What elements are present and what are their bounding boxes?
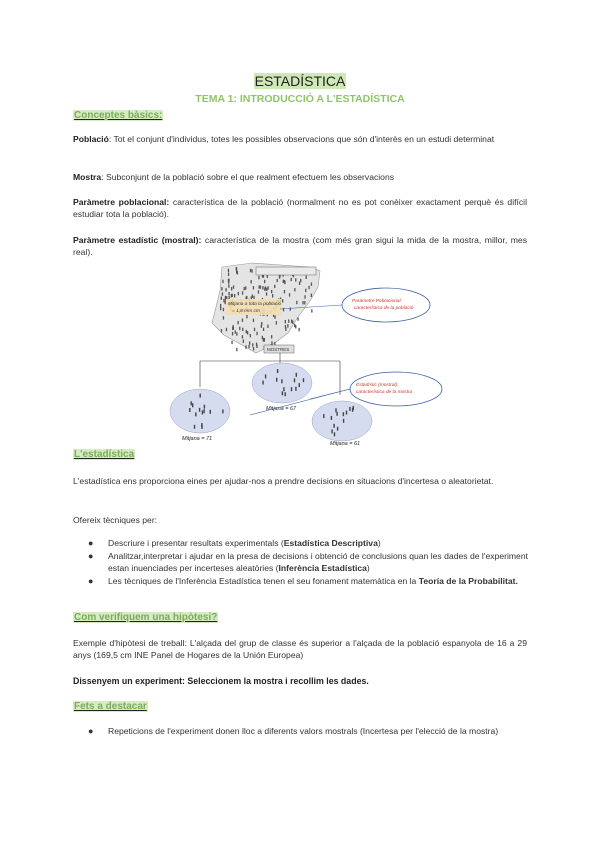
- person-figure: [242, 328, 243, 331]
- person-figure: [258, 290, 259, 293]
- sample-person: [323, 414, 324, 418]
- sample-person: [343, 412, 344, 416]
- sample-person: [202, 410, 203, 414]
- bubble-estadistic: [350, 372, 442, 406]
- person-figure: [242, 335, 243, 338]
- person-figure: [295, 278, 296, 281]
- estadistica-intro: L'estadística ens proporciona eines per ajudar-nos a prendre decisions en situacions d'incertesa o aleatorietat.: [73, 476, 494, 486]
- page-subtitle: TEMA 1: INTRODUCCIÓ A L'ESTADÍSTICA: [195, 93, 405, 105]
- mitjana-population-text-a: Mitjana a tota la població: [228, 302, 282, 307]
- sample-ellipse-3: [312, 401, 372, 441]
- sample-person: [262, 381, 263, 385]
- bubble-top-line1: Paràmetre Poblacional:: [352, 299, 402, 304]
- person-figure: [256, 343, 257, 346]
- sample-person: [204, 405, 205, 409]
- person-figure: [305, 289, 306, 292]
- person-figure: [243, 340, 244, 343]
- person-figure: [233, 325, 234, 328]
- sample3-mitjana: Mitjana = 61: [330, 441, 361, 447]
- heading-hipotesi: Com verifiquem una hipòtesi?: [74, 612, 218, 623]
- person-figure: [304, 301, 305, 304]
- person-figure: [285, 325, 286, 328]
- person-figure: [264, 280, 265, 283]
- person-figure: [232, 332, 233, 335]
- sample-person: [276, 378, 277, 382]
- person-figure: [223, 299, 224, 302]
- sample-person: [192, 403, 193, 407]
- heading-conceptes: Conceptes bàsics:: [74, 110, 163, 121]
- person-figure: [261, 325, 262, 328]
- person-figure: [252, 295, 253, 298]
- person-figure: [299, 328, 300, 331]
- person-figure: [311, 309, 312, 312]
- bullet-dot: ●: [88, 576, 94, 586]
- heading-estadistica: L'estadística: [74, 449, 135, 460]
- person-figure: [226, 328, 227, 331]
- list-item: ● Les tècniques de l'Inferència Estadística tenen el seu fonament matemàtica en la Teoría de la Probabilitat.: [88, 576, 518, 586]
- person-figure: [253, 347, 254, 350]
- person-figure: [289, 293, 290, 296]
- sample-person: [222, 409, 223, 413]
- person-figure: [228, 292, 229, 295]
- sample-person: [334, 432, 335, 436]
- person-figure: [304, 295, 305, 298]
- sample-person: [352, 408, 353, 412]
- person-figure: [283, 308, 284, 311]
- person-figure: [231, 294, 232, 297]
- person-figure: [239, 327, 240, 330]
- person-figure: [238, 321, 239, 324]
- sample-person: [201, 423, 202, 427]
- person-figure: [274, 315, 275, 318]
- person-figure: [285, 320, 286, 323]
- person-figure: [259, 285, 260, 288]
- person-figure: [242, 319, 243, 322]
- mitjana-population-text-b: = 1,8 mm cm: [232, 309, 260, 314]
- person-figure: [248, 345, 249, 348]
- sample-person: [282, 391, 283, 395]
- person-figure: [245, 286, 246, 289]
- sample-person: [203, 409, 204, 413]
- person-figure: [296, 301, 297, 304]
- person-figure: [222, 280, 223, 283]
- list-item: ● Repeticions de l'experiment donen lloc a diferents valors mostrals (Incertesa per l'elecció de la mostra): [88, 726, 499, 736]
- person-figure: [246, 296, 247, 299]
- sample-person: [200, 394, 201, 398]
- person-figure: [221, 287, 222, 290]
- bullet-dot: ●: [88, 551, 94, 561]
- bubble-top-line2: característica de la població: [354, 306, 414, 311]
- person-figure: [287, 324, 288, 327]
- page-title: ESTADÍSTICA: [254, 73, 346, 89]
- person-figure: [276, 321, 277, 324]
- person-figure: [291, 320, 292, 323]
- person-figure: [225, 301, 226, 304]
- person-figure: [306, 276, 307, 279]
- sample-person: [346, 411, 347, 415]
- sample-person: [199, 408, 200, 412]
- person-figure: [236, 270, 237, 273]
- sample-person: [296, 373, 297, 377]
- person-figure: [311, 283, 312, 286]
- sample2-mitjana: Mitjana = 67: [266, 406, 297, 412]
- person-figure: [271, 290, 272, 293]
- person-figure: [291, 278, 292, 281]
- person-figure: [250, 334, 251, 337]
- person-figure: [225, 296, 226, 299]
- definition-parametre-estadistic: Paràmetre estadístic (mostral): característica de la mostra (com més gran sigui la mida de la mostra, millor, mes real).: [73, 235, 527, 257]
- person-figure: [221, 297, 222, 300]
- person-figure: [253, 319, 254, 322]
- definition-mostra: Mostra: Subconjunt de la població sobre el que realment efectuem les observacions: [73, 172, 395, 182]
- sample-person: [349, 407, 350, 411]
- person-figure: [236, 332, 237, 335]
- person-figure: [247, 331, 248, 334]
- bubble-parametre-poblacional: [342, 288, 430, 322]
- person-figure: [250, 269, 251, 272]
- person-figure: [284, 290, 285, 293]
- sample-person: [331, 416, 332, 420]
- person-figure: [297, 317, 298, 320]
- person-figure: [271, 341, 272, 344]
- sample-person: [210, 410, 211, 414]
- person-figure: [284, 281, 285, 284]
- person-figure: [220, 307, 221, 310]
- person-figure: [223, 308, 224, 311]
- sample-person: [333, 424, 334, 428]
- person-figure: [228, 284, 229, 287]
- experiment-line: Dissenyem un experiment: Seleccionem la mostra i recollim les dades.: [73, 676, 369, 686]
- sample1-mitjana: Mitjana = 71: [182, 436, 213, 442]
- sample-person: [299, 383, 300, 387]
- person-figure: [238, 292, 239, 295]
- person-figure: [254, 328, 255, 331]
- person-figure: [246, 330, 247, 333]
- sample-person: [189, 408, 190, 412]
- person-figure: [253, 286, 254, 289]
- person-figure: [256, 332, 257, 335]
- person-figure: [288, 319, 289, 322]
- person-figure: [229, 296, 230, 299]
- person-figure: [236, 267, 237, 270]
- sample-person: [303, 378, 304, 382]
- person-figure: [299, 282, 300, 285]
- person-figure: [235, 330, 236, 333]
- list-item: ● Descriure i presentar resultats experimentals (Estadística Descriptiva): [88, 538, 381, 548]
- person-figure: [245, 345, 246, 348]
- person-figure: [249, 341, 250, 344]
- population-label-box: [256, 267, 316, 275]
- bullet-dot: ●: [88, 538, 94, 548]
- person-figure: [279, 275, 280, 278]
- person-figure: [231, 341, 232, 344]
- person-figure: [267, 286, 268, 289]
- person-figure: [264, 288, 265, 291]
- sample-person: [294, 378, 295, 382]
- person-figure: [228, 279, 229, 282]
- person-figure: [260, 285, 261, 288]
- person-figure: [266, 288, 267, 291]
- person-figure: [267, 325, 268, 328]
- person-figure: [228, 269, 229, 272]
- person-figure: [221, 329, 222, 332]
- sample-person: [283, 387, 284, 391]
- person-figure: [308, 286, 309, 289]
- person-figure: [272, 294, 273, 297]
- person-figure: [262, 286, 263, 289]
- definition-parametre-poblacional: Paràmetre poblacional: característica de la població (normalment no es pot conèixer exactament perquè és difícil estudiar tota la població).: [73, 197, 527, 219]
- list-item: ● Analitzar,interpretar i ajudar en la presa de decisions i obtenció de conclusions quan les dades de l'experiment estan inuenciades per incerteses aleatòries (Inferència Estadística): [88, 551, 528, 573]
- person-figure: [222, 292, 223, 295]
- hipotesi-example: Exemple d'hipòtesi de treball: L'alçada del grup de classe és superior a l'alçada de la població espanyola de 16 a 29 anys (169,5 cm INE Panel de Hogares de la Unión Europea): [73, 638, 527, 660]
- person-figure: [233, 285, 234, 288]
- heading-fets: Fets a destacar: [74, 701, 147, 712]
- sample-person: [331, 429, 332, 433]
- person-figure: [266, 292, 267, 295]
- person-figure: [263, 328, 264, 331]
- person-figure: [242, 291, 243, 294]
- sample-person: [281, 379, 282, 383]
- person-figure: [253, 296, 254, 299]
- person-figure: [283, 280, 284, 283]
- person-figure: [311, 294, 312, 297]
- person-figure: [234, 294, 235, 297]
- person-figure: [231, 287, 232, 290]
- person-figure: [294, 288, 295, 291]
- person-figure: [225, 288, 226, 291]
- person-figure: [264, 338, 265, 341]
- person-figure: [228, 273, 229, 276]
- ofereix-tecniques: Ofereix tècniques per:: [73, 515, 158, 525]
- sample-person: [285, 392, 286, 396]
- person-figure: [271, 335, 272, 338]
- sample-person: [191, 401, 192, 405]
- sample-person: [343, 419, 344, 423]
- sample-person: [295, 387, 296, 391]
- bubble-bottom-line2: característica de la mostra: [356, 390, 413, 395]
- person-figure: [290, 307, 291, 310]
- population-sample-figure: [160, 261, 450, 447]
- person-figure: [274, 285, 275, 288]
- sample-person: [335, 408, 336, 412]
- bullet-dot: ●: [88, 726, 94, 736]
- person-figure: [251, 280, 252, 283]
- person-figure: [223, 316, 224, 319]
- definition-poblacio: Població: Tot el conjunt d'individus, totes les possibles observacions que són d'interès en un estudi determinat: [73, 134, 495, 144]
- bubble-bottom-line1: Estadístic (mostral):: [356, 383, 399, 388]
- person-figure: [258, 276, 259, 279]
- person-figure: [220, 304, 221, 307]
- person-figure: [236, 348, 237, 351]
- sample-person: [265, 375, 266, 379]
- person-figure: [277, 279, 278, 282]
- sample-person: [337, 427, 338, 431]
- person-figure: [252, 343, 253, 346]
- mostres-label: MOSTRES: [267, 347, 290, 352]
- person-figure: [244, 287, 245, 290]
- sample-person: [195, 412, 196, 416]
- person-figure: [302, 301, 303, 304]
- sample-person: [277, 369, 278, 373]
- person-figure: [251, 269, 252, 272]
- sample-person: [336, 412, 337, 416]
- person-figure: [294, 324, 295, 327]
- person-figure: [246, 315, 247, 318]
- sample-person: [194, 425, 195, 429]
- sample-person: [291, 387, 292, 391]
- person-figure: [300, 279, 301, 282]
